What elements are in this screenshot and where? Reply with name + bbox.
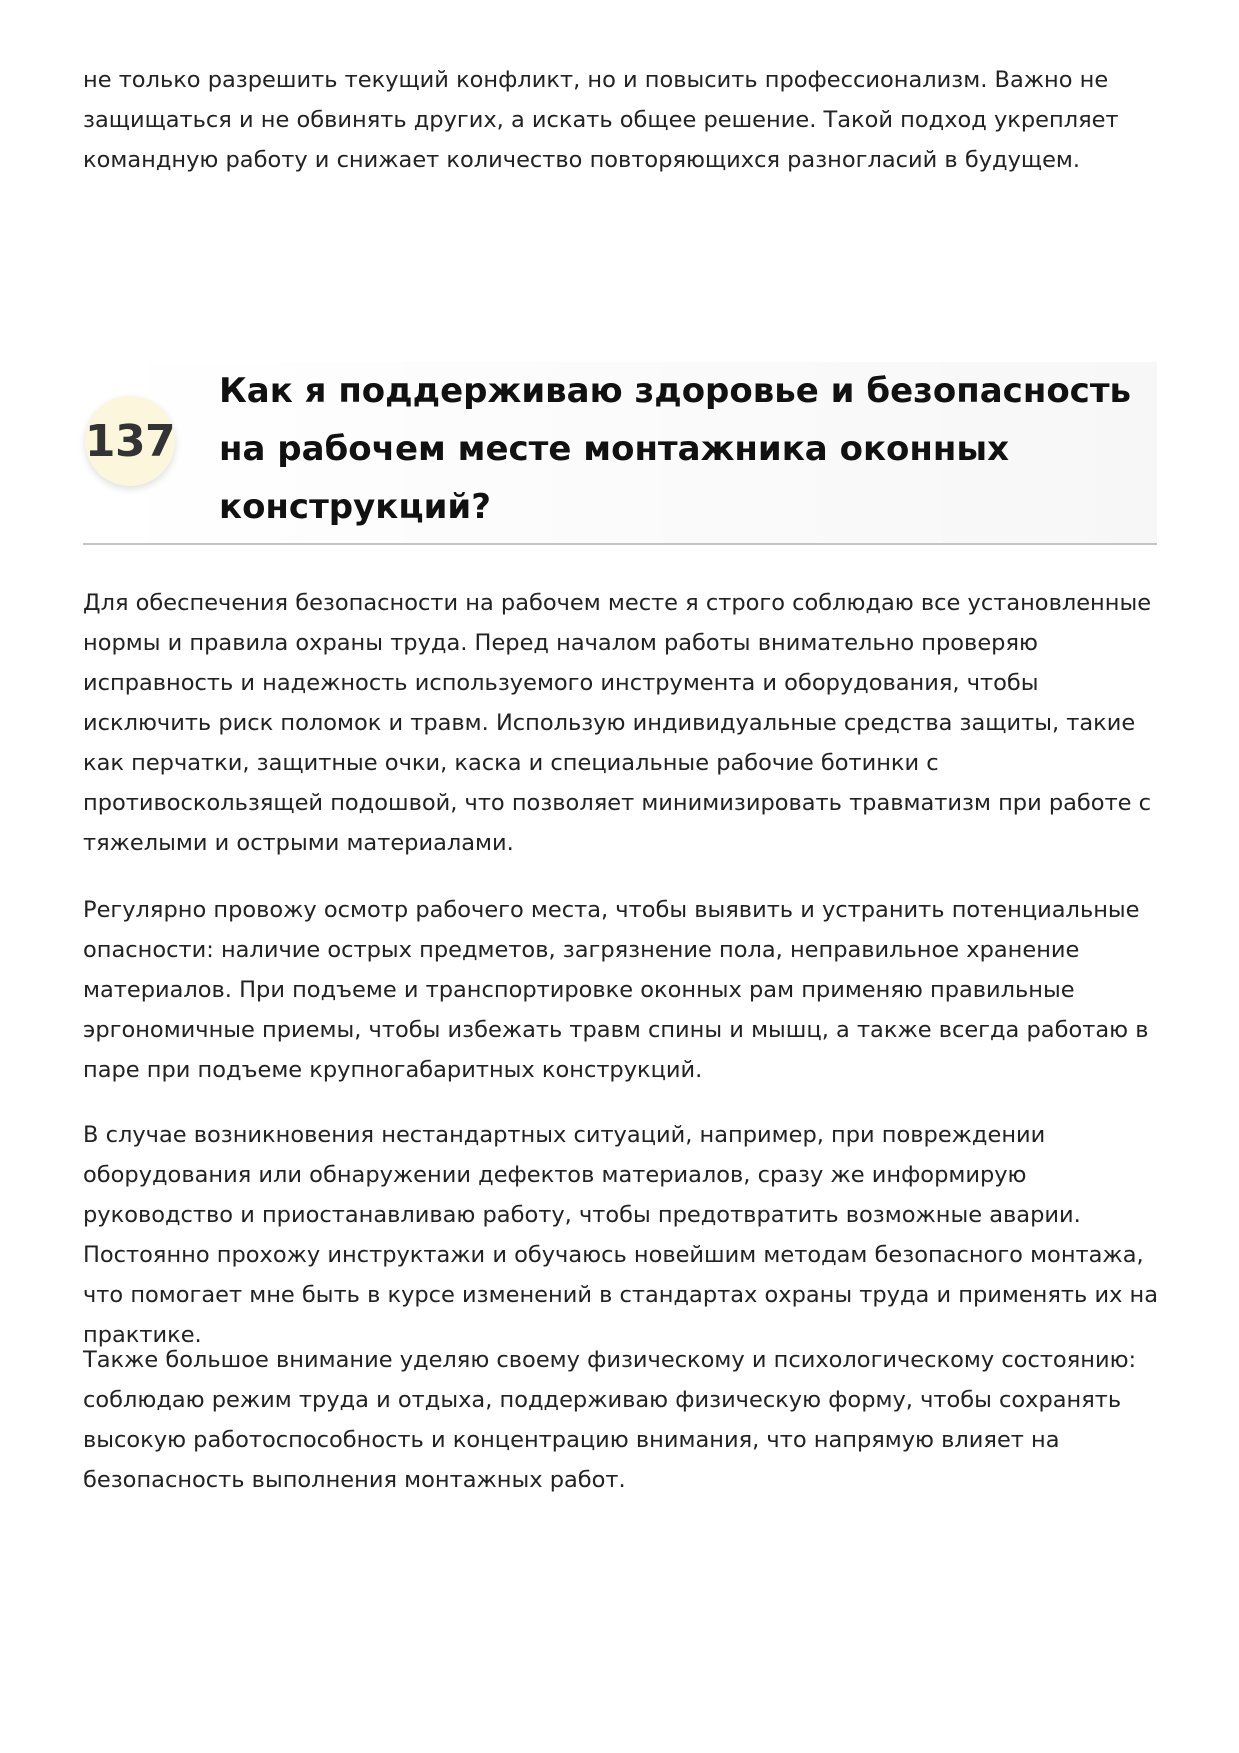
answer-paragraph-1: Для обеспечения безопасности на рабочем месте я строго соблюдаю все установленные нормы и правила охраны труда. Перед началом работы внимательно проверяю исправность и надежность используемого инструмента и оборудования, чтобы исключить риск поломок и травм. Использую индивидуальные средства защиты, такие как перчатки, защитные очки, каска и специальные рабочие ботинки с противоскользящей подошвой, что позволяет минимизировать травматизм при работе с тяжелыми и острыми материалами. [83,590,1152,856]
question-number-badge: 137 [85,396,175,486]
intro-paragraph: не только разрешить текущий конфликт, но и повысить профессионализм. Важно не защищаться и не обвинять других, а искать общее решение. Такой подход укрепляет командную работу и снижает количество повторяющихся разногласий в будущем. [83,67,1119,173]
answer-paragraph-2: Регулярно провожу осмотр рабочего места, чтобы выявить и устранить потенциальные опасности: наличие острых предметов, загрязнение пола, неправильное хранение материалов. При подъеме и транспортировке оконных рам применяю правильные эргономичные приемы, чтобы избежать травм спины и мышц, а также всегда работаю в паре при подъеме крупногабаритных конструкций. [83,897,1149,1083]
answer-paragraph-4: Также большое внимание уделяю своему физическому и психологическому состоянию: соблюдаю режим труда и отдыха, поддерживаю физическую форму, чтобы сохранять высокую работоспособность и концентрацию внимания, что напрямую влияет на безопасность выполнения монтажных работ. [83,1347,1137,1493]
answer-paragraph-3: В случае возникновения нестандартных ситуаций, например, при повреждении оборудования или обнаружении дефектов материалов, сразу же информирую руководство и приостанавливаю работу, чтобы предотвратить возможные аварии. Постоянно прохожу инструктажи и обучаюсь новейшим методам безопасного монтажа, что помогает мне быть в курсе изменений в стандартах охраны труда и применять их на практике. [83,1122,1159,1348]
question-header [83,362,1157,545]
question-title: Как я поддерживаю здоровье и безопасность на рабочем месте монтажника оконных конструкций? [219,371,1132,527]
